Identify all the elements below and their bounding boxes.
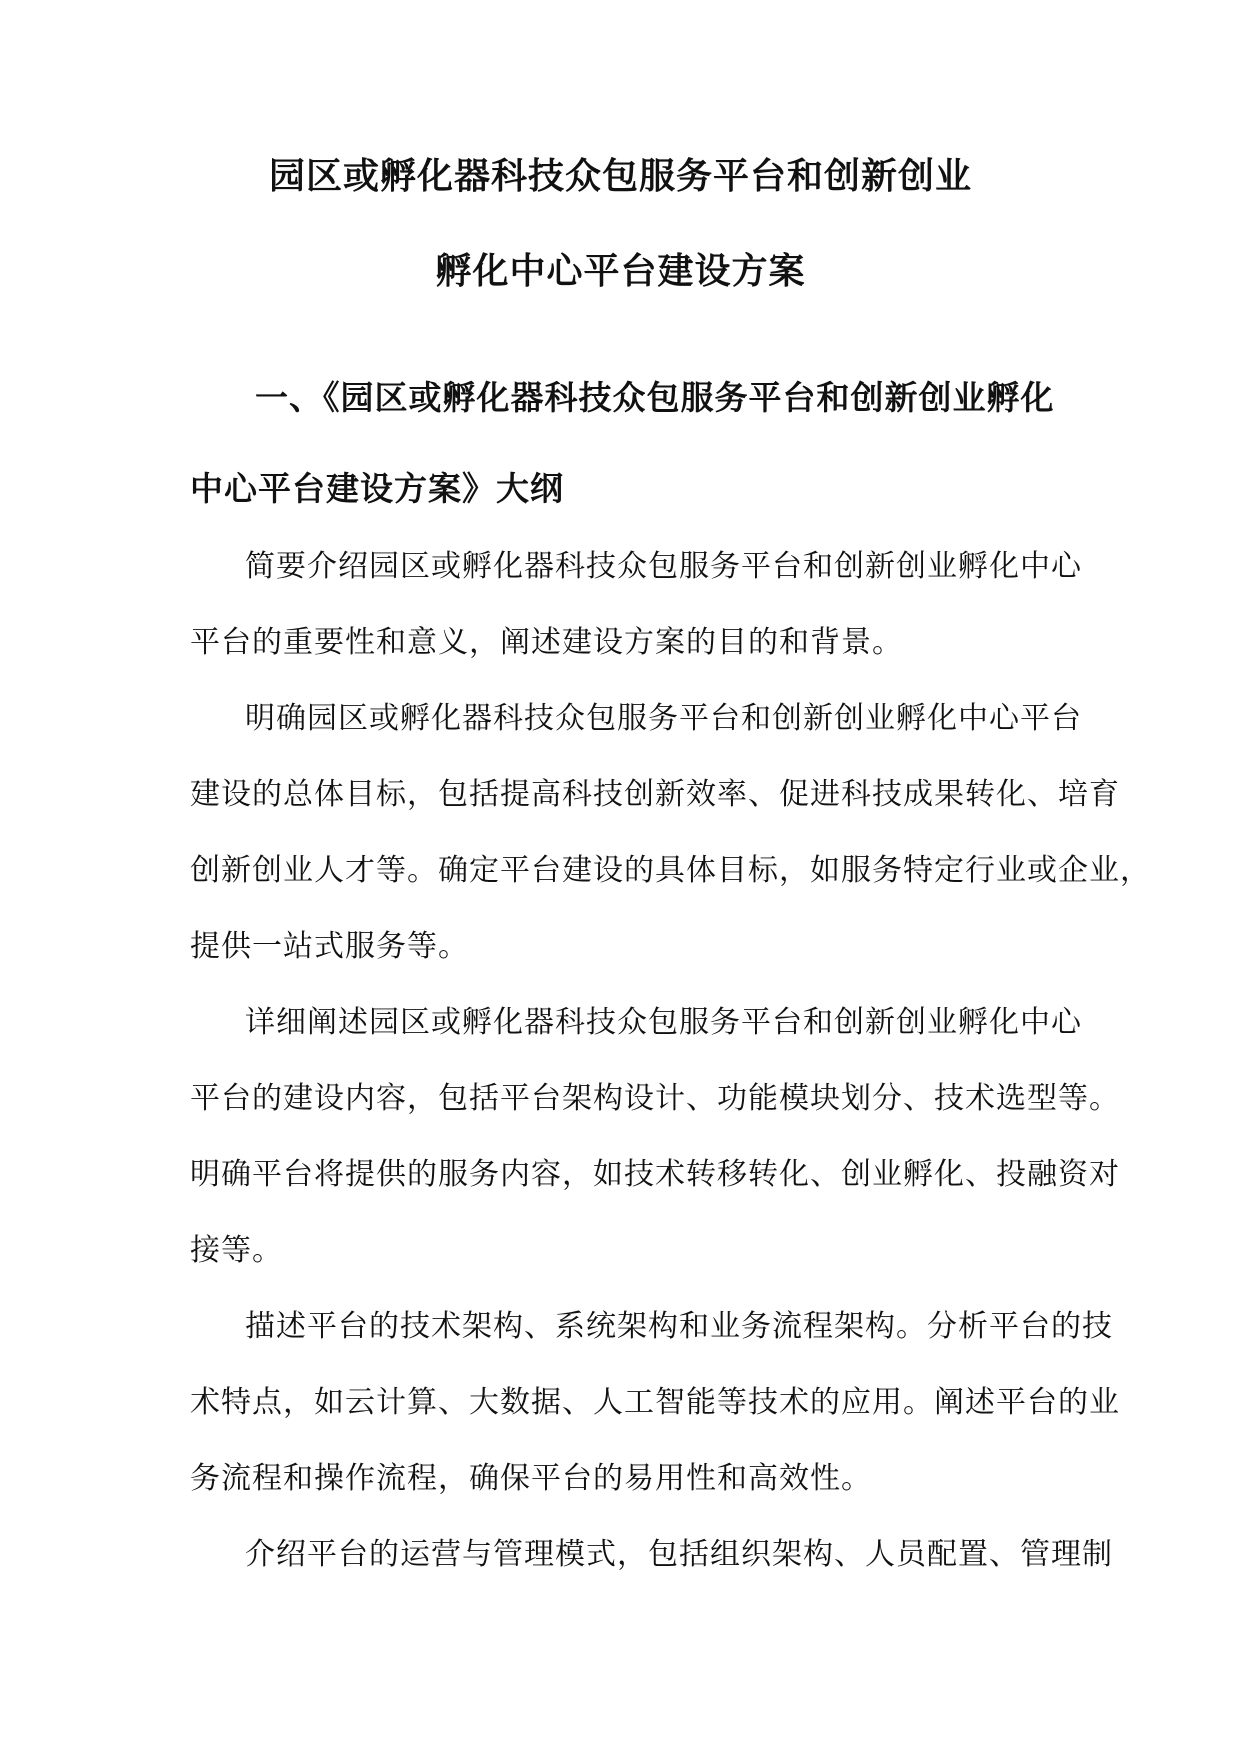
- section-heading-line-2: 中心平台建设方案》大纲: [190, 469, 564, 508]
- paragraph-line: 明确平台将提供的服务内容，如技术转移转化、创业孵化、投融资对: [190, 1157, 1120, 1192]
- paragraph-line: 平台的重要性和意义，阐述建设方案的目的和背景。: [190, 625, 903, 660]
- paragraph-line: 平台的建设内容，包括平台架构设计、功能模块划分、技术选型等。: [190, 1081, 1120, 1116]
- document-title-line-1: 园区或孵化器科技众包服务平台和创新创业: [268, 155, 972, 197]
- paragraph-line: 明确园区或孵化器科技众包服务平台和创新创业孵化中心平台: [245, 701, 1082, 736]
- paragraph-line: 介绍平台的运营与管理模式，包括组织架构、人员配置、管理制: [245, 1537, 1113, 1572]
- paragraph-line: 简要介绍园区或孵化器科技众包服务平台和创新创业孵化中心: [245, 549, 1082, 584]
- paragraph-line: 提供一站式服务等。: [190, 929, 469, 964]
- section-heading-line-1: 一、《园区或孵化器科技众包服务平台和创新创业孵化: [255, 378, 1055, 417]
- paragraph-line: 建设的总体目标，包括提高科技创新效率、促进科技成果转化、培育: [190, 777, 1120, 812]
- paragraph-line: 接等。: [190, 1233, 283, 1268]
- document-title-line-2: 孵化中心平台建设方案: [435, 250, 806, 292]
- paragraph-line: 描述平台的技术架构、系统架构和业务流程架构。分析平台的技: [245, 1309, 1113, 1344]
- paragraph-line: 详细阐述园区或孵化器科技众包服务平台和创新创业孵化中心: [245, 1005, 1082, 1040]
- paragraph-line: 务流程和操作流程，确保平台的易用性和高效性。: [190, 1461, 872, 1496]
- paragraph-line: 创新创业人才等。确定平台建设的具体目标，如服务特定行业或企业，: [190, 853, 1151, 888]
- paragraph-line: 术特点，如云计算、大数据、人工智能等技术的应用。阐述平台的业: [190, 1385, 1120, 1420]
